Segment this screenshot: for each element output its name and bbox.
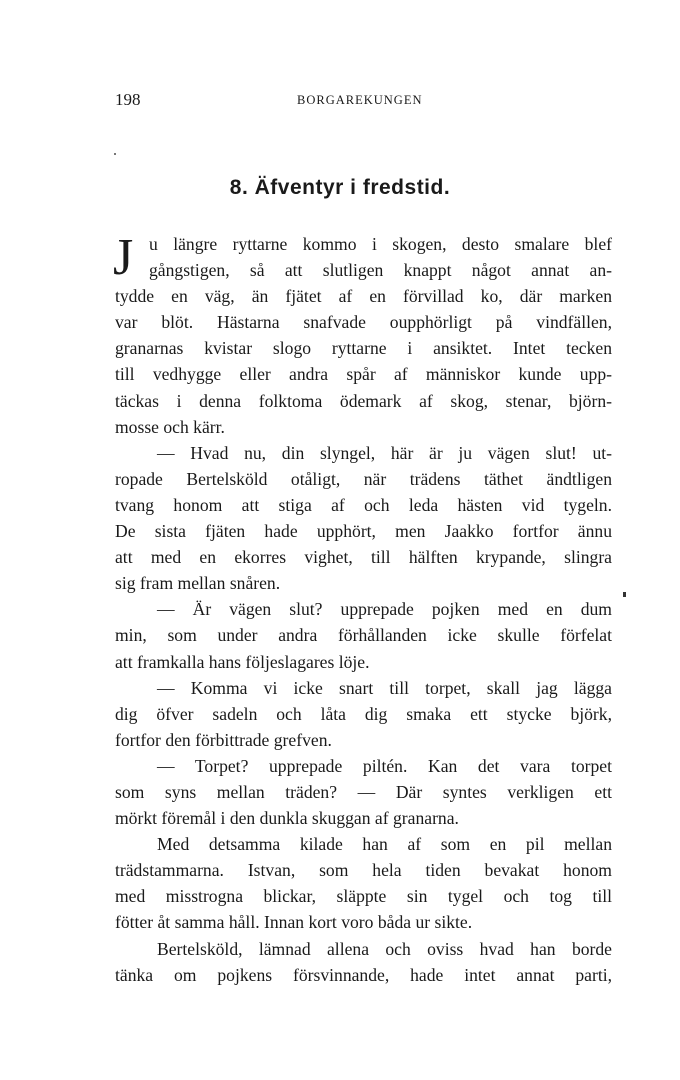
text-line: mörkt föremål i den dunkla skuggan af granarna. [115, 808, 459, 829]
text-line: tänka om pojkens försvinnande, hade intet annat parti, [115, 964, 612, 985]
print-speck [114, 153, 116, 155]
text-line: tydde en väg, än fjätet af en förvillad ko, där marken [115, 286, 612, 307]
text-line: ropade Bertelsköld otåligt, när trädens täthet ändtligen [115, 468, 612, 489]
page-number: 198 [115, 90, 141, 109]
running-title: BORGAREKUNGEN [297, 93, 423, 107]
running-head [115, 90, 615, 110]
text-line: tvang honom att stiga af och leda hästen vid tygeln. [115, 494, 612, 515]
text-line: trädstammarna. Istvan, som hela tiden bevakat honom [115, 860, 612, 881]
text-line: De sista fjäten hade upphört, men Jaakko fortfor ännu [115, 521, 612, 542]
text-line: min, som under andra förhållanden icke skulle förfelat [115, 625, 612, 646]
text-line: var blöt. Hästarna snafvade oupphörligt på vindfällen, [115, 312, 612, 333]
text-line: u längre ryttarne kommo i skogen, desto smalare blef [149, 234, 612, 254]
text-line: — Är vägen slut? upprepade pojken med en dum [157, 599, 612, 620]
text-line: till vedhygge eller andra spår af människor kunde upp- [115, 364, 612, 385]
text-line: — Hvad nu, din slyngel, här är ju vägen slut! ut- [157, 442, 612, 463]
chapter-title: 8. Äfventyr i fredstid. [229, 176, 451, 199]
text-line: — Torpet? upprepade piltén. Kan det vara torpet [157, 755, 612, 776]
body-text [115, 231, 612, 988]
text-line: fortfor den förbittrade grefven. [115, 729, 332, 750]
text-line: Med detsamma kilade han af som en pil mellan [157, 834, 612, 855]
text-line: täckas i denna folktoma ödemark af skog, stenar, björn- [115, 390, 612, 411]
text-line: — Komma vi icke snart till torpet, skall jag lägga [157, 677, 612, 698]
text-line: sig fram mellan snåren. [115, 573, 281, 594]
text-line: som syns mellan träden? — Där syntes verkligen ett [115, 781, 612, 802]
margin-mark [623, 592, 626, 597]
text-line: fötter åt samma håll. Innan kort voro båda ur sikte. [115, 912, 473, 933]
text-line: Bertelsköld, lämnad allena och oviss hvad han borde [157, 938, 612, 959]
text-line: dig öfver sadeln och låta dig smaka ett stycke björk, [115, 703, 612, 724]
text-line: att framkalla hans följeslagares löje. [115, 651, 370, 672]
text-line: med misstrogna blickar, släppte sin tygel och tog till [115, 886, 612, 907]
text-line: gångstigen, så att slutligen knappt något annat an- [149, 260, 612, 281]
drop-initial: J [113, 229, 134, 286]
text-line: granarnas kvistar slogo ryttarne i ansiktet. Intet tecken [115, 338, 612, 359]
text-line: mosse och kärr. [115, 416, 225, 437]
text-line: att med en ekorres vighet, till hälften krypande, slingra [115, 547, 612, 568]
